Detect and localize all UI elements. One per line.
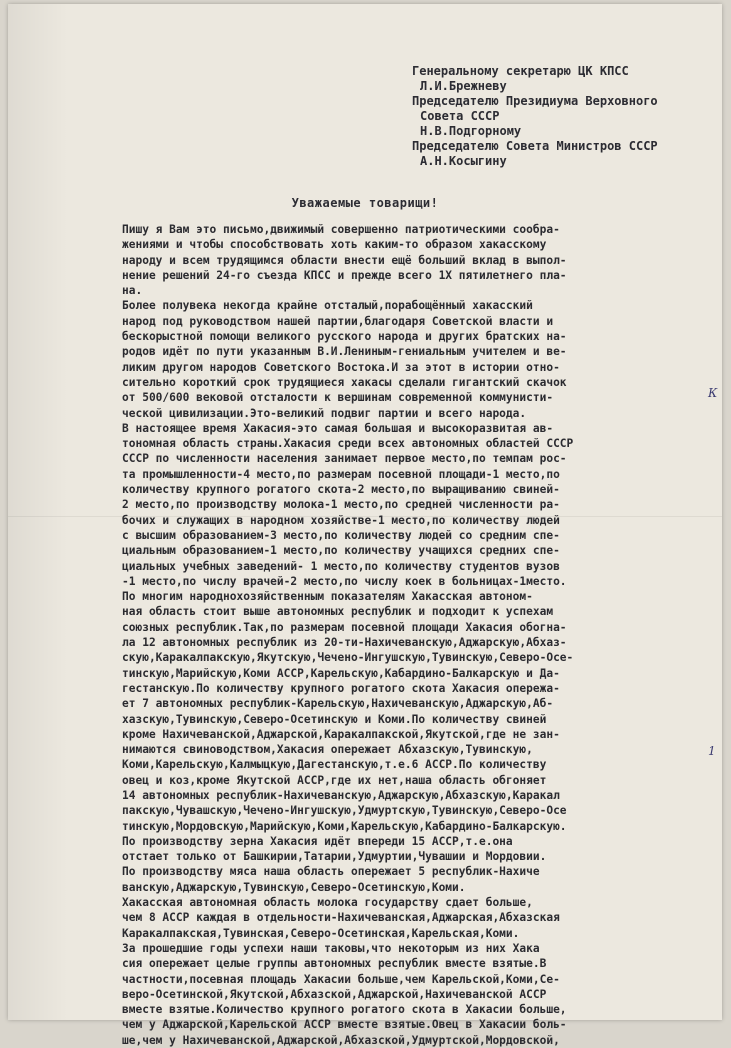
body-line: Пишу я Вам это письмо,движимый совершенно патриотическими сообра- [122, 223, 560, 236]
body-line: сия опережает целые группы автономных республик вместе взятые.В [122, 957, 547, 971]
body-line: отстает только от Башкирии,Татарии,Удмуртии,Чувашии и Мордовии. [122, 850, 547, 864]
body-line: та промышленности-4 место,по размерам посевной площади-1 место,по [122, 467, 560, 481]
body-line: количеству крупного рогатого скота-2 место,по выращиванию свиней- [122, 483, 560, 497]
body-line: тинскую,Мордовскую,Марийскую,Коми,Карельскую,Кабардино-Балкарскую. [122, 819, 567, 833]
body-line: ческой цивилизации.Это-великий подвиг партии и всего народа. [122, 406, 527, 420]
body-line: По производству мяса наша область опережает 5 республик-Нахичe [122, 865, 540, 879]
margin-mark: К [708, 386, 718, 400]
body-line: вместе взятые.Количество крупного рогатого скота в Хакасии больше, [122, 1003, 567, 1017]
body-line: -1 место,по числу врачей-2 место,по числу коек в больницах-1место. [122, 574, 567, 588]
letter-body [122, 222, 720, 1048]
body-line: частности,посевная площадь Хакасии больше,чем Карельской,Коми,Се- [122, 972, 560, 986]
body-line: сительно короткий срок трудящиеся хакасы сделали гигантский скачок [122, 375, 567, 389]
body-line: овец и коз,кроме Якутской АССР,где их нет,наша область обгоняет [122, 773, 547, 787]
body-line: народ под руководством нашей партии,благодаря Советской власти и [122, 314, 554, 328]
address-line: Председателю Президиума Верховного [412, 94, 658, 108]
body-line: гестанскую.По количеству крупного рогатого скота Хакасия опережа- [122, 681, 560, 695]
address-line: Н.В.Подгорному [420, 124, 522, 138]
body-line: нение решений 24-го съезда КПСС и прежде всего 1Х пятилетнего пла- [122, 268, 567, 282]
body-line: веро-Осетинской,Якутской,Абхазской,Аджарской,Нахичеванской АССР [122, 987, 547, 1001]
body-line: бочих и служащих в народном хозяйстве-1 место,по количеству людей [122, 513, 560, 527]
body-line: ла 12 автономных республик из 20-ти-Нахичеванскую,Аджарскую,Абхаз- [122, 636, 567, 650]
letter-page [8, 4, 722, 1047]
body-line: За прошедшие годы успехи наши таковы,что некоторым из них Хака [122, 941, 540, 955]
margin-mark: 1 [708, 744, 716, 758]
body-line: ванскую,Аджарскую,Тувинскую,Северо-Осетинскую,Коми. [122, 880, 466, 894]
body-line: 14 автономных республик-Нахичеванскую,Аджарскую,Абхазскую,Каракал [122, 788, 560, 802]
body-line: ше,чем у Нахичеванской,Аджарской,Абхазской,Удмуртской,Мордовской, [122, 1033, 560, 1047]
body-line: пакскую,Чувашскую,Чечено-Ингушскую,Удмуртскую,Тувинскую,Северо-Осе [122, 804, 567, 818]
body-line: циальным образованием-1 место,по количеству учащихся средних спе- [122, 544, 560, 558]
body-line: кроме Нахичеванской,Аджарской,Каракалпакской,Якутской,где не зан- [122, 727, 560, 741]
body-line: Каракалпакская,Тувинская,Северо-Осетинская,Карельская,Коми. [122, 926, 520, 940]
body-line: с высшим образованием-3 место,по количеству людей со средним спе- [122, 528, 560, 542]
address-line: А.Н.Косыгину [420, 154, 507, 168]
body-line: Более полувека некогда крайне отсталый,порабощённый хакасский [122, 299, 533, 313]
body-line: чем у Аджарской,Карельской АССР вместе взятые.Овец в Хакасии боль- [122, 1018, 567, 1032]
body-line: ликим другом народов Советского Востока.И за этот в истории отно- [122, 360, 560, 374]
body-line: В настоящее время Хакасия-это самая большая и высокоразвитая ав- [122, 421, 554, 435]
address-line: Генеральному секретарю ЦК КПСС [412, 64, 629, 78]
body-line: на. [122, 284, 143, 298]
body-line: родов идёт по пути указанным В.И.Лениным-гениальным учителем и ве- [122, 345, 567, 359]
address-line: Председателю Совета Министров СССР [412, 139, 658, 153]
body-line: бескорыстной помощи великого русского народа и других братских на- [122, 330, 567, 344]
body-line: По многим народнохозяйственным показателям Хакасская автоном- [122, 590, 533, 604]
body-line: жениями и чтобы способствовать хоть каким-то образом хакасскому [122, 238, 547, 252]
body-line: СССР по численности населения занимает первое место,по темпам рос- [122, 452, 567, 466]
body-line: 2 место,по производству молока-1 место,по средней численности ра- [122, 498, 560, 512]
body-line: хазскую,Тувинскую,Северо-Осетинскую и Коми.По количеству свиней [122, 712, 547, 726]
address-line: Л.И.Брежневу [420, 79, 507, 93]
body-line: народу и всем трудящимся области внести ещё больший вклад в выпол- [122, 253, 567, 267]
body-line: чем 8 АССР каждая в отдельности-Нахичеванская,Аджарская,Абхазская [122, 911, 560, 925]
body-line: По производству зерна Хакасия идёт впереди 15 АССР,т.е.она [122, 834, 513, 848]
body-line: Коми,Карельскую,Калмыцкую,Дагестанскую,т.е.6 АССР.По количеству [122, 758, 547, 772]
body-line: Хакасская автономная область молока государству сдает больше, [122, 896, 533, 910]
body-line: циальных учебных заведений- 1 место,по количеству студентов вузов [122, 559, 560, 573]
body-line: союзных республик.Так,по размерам посевной площади Хакасия обогна- [122, 620, 567, 634]
body-line: ная область стоит выше автономных республик и подходит к успехам [122, 605, 554, 619]
body-line: от 500/600 вековой отсталости к вершинам современной коммунисти- [122, 391, 554, 405]
body-line: тинскую,Марийскую,Коми АССР,Карельскую,Кабардино-Балкарскую и Да- [122, 666, 560, 680]
body-line: скую,Каракалпакскую,Якутскую,Чечено-Ингушскую,Тувинскую,Северо-Осе- [122, 651, 574, 665]
body-line: тономная область страны.Хакасия среди всех автономных областей СССР [122, 437, 574, 451]
addressee-block [412, 64, 722, 169]
greeting: Уважаемые товарищи! [291, 196, 439, 210]
address-line: Совета СССР [420, 109, 500, 123]
body-line: ет 7 автономных республик-Карельскую,Нахичеванскую,Аджарскую,Аб- [122, 697, 554, 711]
page-fold-shadow [8, 4, 68, 1020]
body-line: нимаются свиноводством,Хакасия опережает Абхазскую,Тувинскую, [122, 743, 533, 757]
